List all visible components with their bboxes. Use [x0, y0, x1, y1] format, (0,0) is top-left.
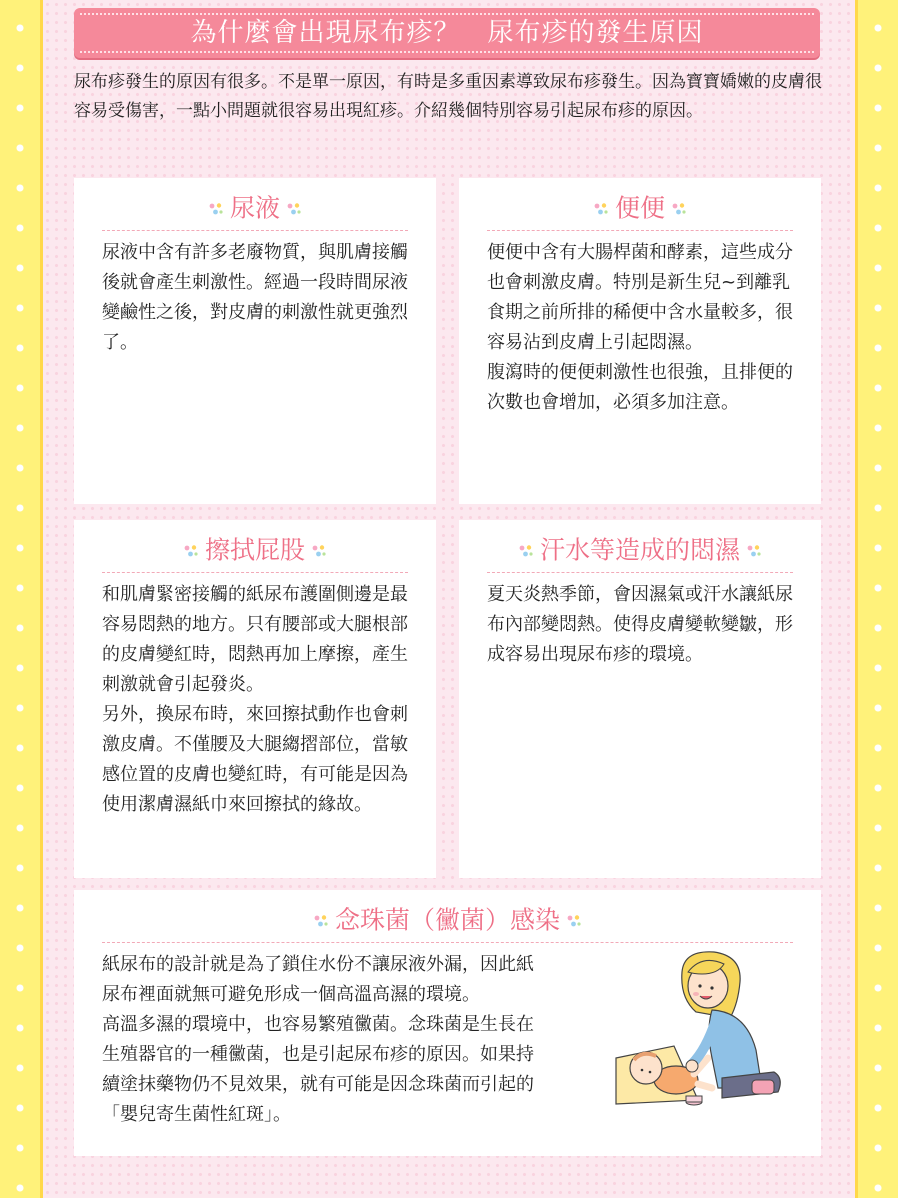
card-wiping-header	[102, 528, 408, 573]
flower-icon	[311, 544, 327, 558]
page-title: 為什麼會出現尿布疹？ 尿布疹的發生原因	[190, 18, 704, 48]
flower-icon	[183, 544, 199, 558]
card-sweat-body	[487, 580, 795, 670]
flower-icon	[746, 544, 762, 558]
card-wiping-text-2: 另外，換尿布時，來回擦拭動作也會刺激皮膚。不僅腰及大腿縐摺部位，當敏感位置的皮膚也變紅時，有可能是因為使用潔膚濕紙巾來回擦拭的緣故。	[102, 704, 408, 815]
mother-changing-diaper-illustration	[612, 950, 788, 1110]
card-candida-text-1: 紙尿布的設計就是為了鎖住水份不讓尿液外漏，因此紙尿布裡面就無可避免形成一個高溫高濕的環境。	[102, 954, 534, 1005]
card-urine	[74, 178, 436, 504]
right-dotted-border	[858, 0, 898, 1198]
card-urine-header	[102, 186, 408, 231]
flower-icon	[208, 202, 224, 216]
intro-paragraph: 尿布疹發生的原因有很多。不是單一原因，有時是多重因素導致尿布疹發生。因為寶寶嬌嫩的皮膚很容易受傷害，一點小問題就很容易出現紅疹。介紹幾個特別容易引起尿布疹的原因。	[74, 72, 822, 121]
card-stool	[459, 178, 821, 504]
flower-icon	[286, 202, 302, 216]
left-dotted-border	[0, 0, 40, 1198]
card-sweat	[459, 520, 821, 878]
card-urine-text-1: 尿液中含有許多老廢物質，與肌膚接觸後就會產生刺激性。經過一段時間尿液變鹼性之後，對皮膚的刺激性就更強烈了。	[102, 242, 408, 353]
flower-icon	[313, 914, 329, 928]
card-candida-title: 念珠菌（黴菌）感染	[334, 905, 560, 935]
card-sweat-text-1: 夏天炎熱季節，會因濕氣或汗水讓紙尿布內部變悶熱。使得皮膚變軟變皺，形成容易出現尿布疹的環境。	[487, 584, 793, 665]
card-stool-title: 便便	[614, 193, 665, 223]
card-stool-text-1: 便便中含有大腸桿菌和酵素，這些成分也會刺激皮膚。特別是新生兒~到離乳食期之前所排的稀便中含水量較多，很容易沾到皮膚上引起悶濕。	[487, 242, 793, 353]
card-sweat-header	[487, 528, 793, 573]
card-stool-body	[487, 238, 795, 418]
card-wiping-title: 擦拭屁股	[204, 535, 305, 565]
card-candida-text-2: 高溫多濕的環境中，也容易繁殖黴菌。念珠菌是生長在生殖器官的一種黴菌，也是引起尿布疹的原因。如果持續塗抹藥物仍不見效果，就有可能是因念珠菌而引起的「嬰兒寄生菌性紅斑」。	[102, 1014, 534, 1125]
card-urine-title: 尿液	[229, 193, 280, 223]
card-wiping-body	[102, 580, 410, 820]
card-wiping	[74, 520, 436, 878]
title-banner	[74, 8, 820, 58]
card-wiping-text-1: 和肌膚緊密接觸的紙尿布護圍側邊是最容易悶熱的地方。只有腰部或大腿根部的皮膚變紅時，悶熱再加上摩擦，產生刺激就會引起發炎。	[102, 584, 408, 695]
card-candida-header	[102, 898, 793, 943]
flower-icon	[518, 544, 534, 558]
flower-icon	[593, 202, 609, 216]
flower-icon	[566, 914, 582, 928]
card-stool-text-2: 腹瀉時的便便刺激性也很強，且排便的次數也會增加，必須多加注意。	[487, 362, 793, 413]
card-stool-header	[487, 186, 793, 231]
flower-icon	[671, 202, 687, 216]
card-urine-body	[102, 238, 410, 358]
card-candida-body	[102, 950, 551, 1130]
card-sweat-title: 汗水等造成的悶濕	[539, 535, 740, 565]
